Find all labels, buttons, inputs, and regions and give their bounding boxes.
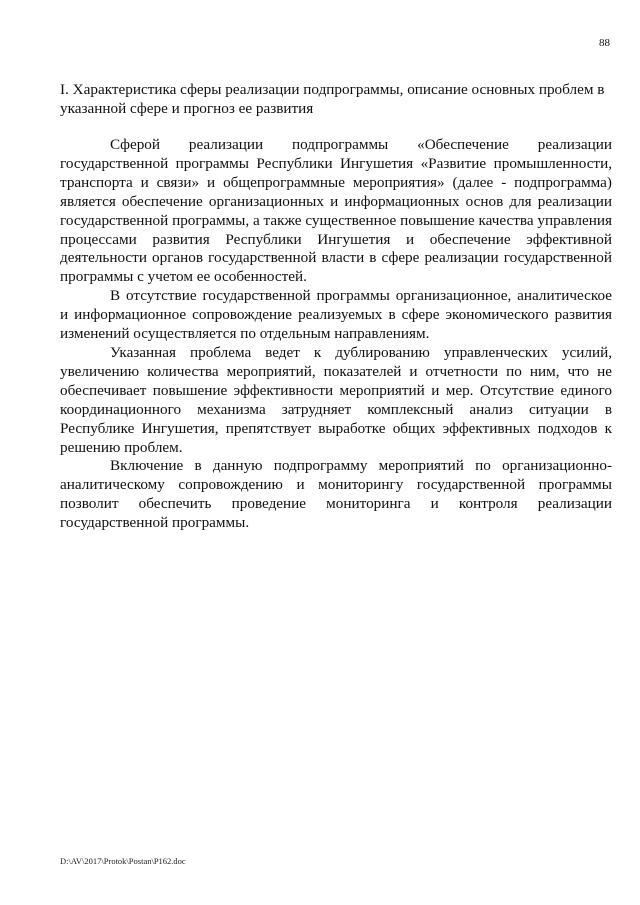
paragraph: Сферой реализации подпрограммы «Обеспечение реализации государственной программы Республики Ингушетия «Развитие промышленности, транспорта и связи» и общепрограммные мероприятия» (далее - подпрограмма) является обеспечение организационных и информационных основ для реализации государственной программы, а также существенное повышение качества управления процессами развития Республики Ингушетия и обеспечение эффективной деятельности органов государственной власти в сфере реализации государственной программы с учетом ее особенностей.	[60, 136, 612, 286]
footer-file-path: D:\AV\2017\Protok\Postan\P162.doc	[60, 856, 186, 866]
section-heading: I. Характеристика сферы реализации подпрограммы, описание основных проблем в указанной сфере и прогноз ее развития	[60, 81, 605, 117]
paragraph: Указанная проблема ведет к дублированию управленческих усилий, увеличению количества мероприятий, показателей и отчетности по ним, что не обеспечивает повышение эффективности мероприятий и мер. Отсутствие единого координационного механизма затрудняет комплексный анализ ситуации в Республике Ингушетия, препятствует выработке общих эффективных подходов к решению проблем.	[60, 343, 612, 456]
paragraph: Включение в данную подпрограмму мероприятий по организационно-аналитическому сопровождению и мониторингу государственной программы позволит обеспечить проведение мониторинга и контроля реализации государственной программы.	[60, 457, 612, 532]
paragraph: В отсутствие государственной программы организационное, аналитическое и информационное сопровождение реализуемых в сфере экономического развития изменений осуществляется по отдельным направлениям.	[60, 287, 612, 343]
page-number: 88	[599, 37, 610, 49]
body-text	[60, 136, 612, 533]
